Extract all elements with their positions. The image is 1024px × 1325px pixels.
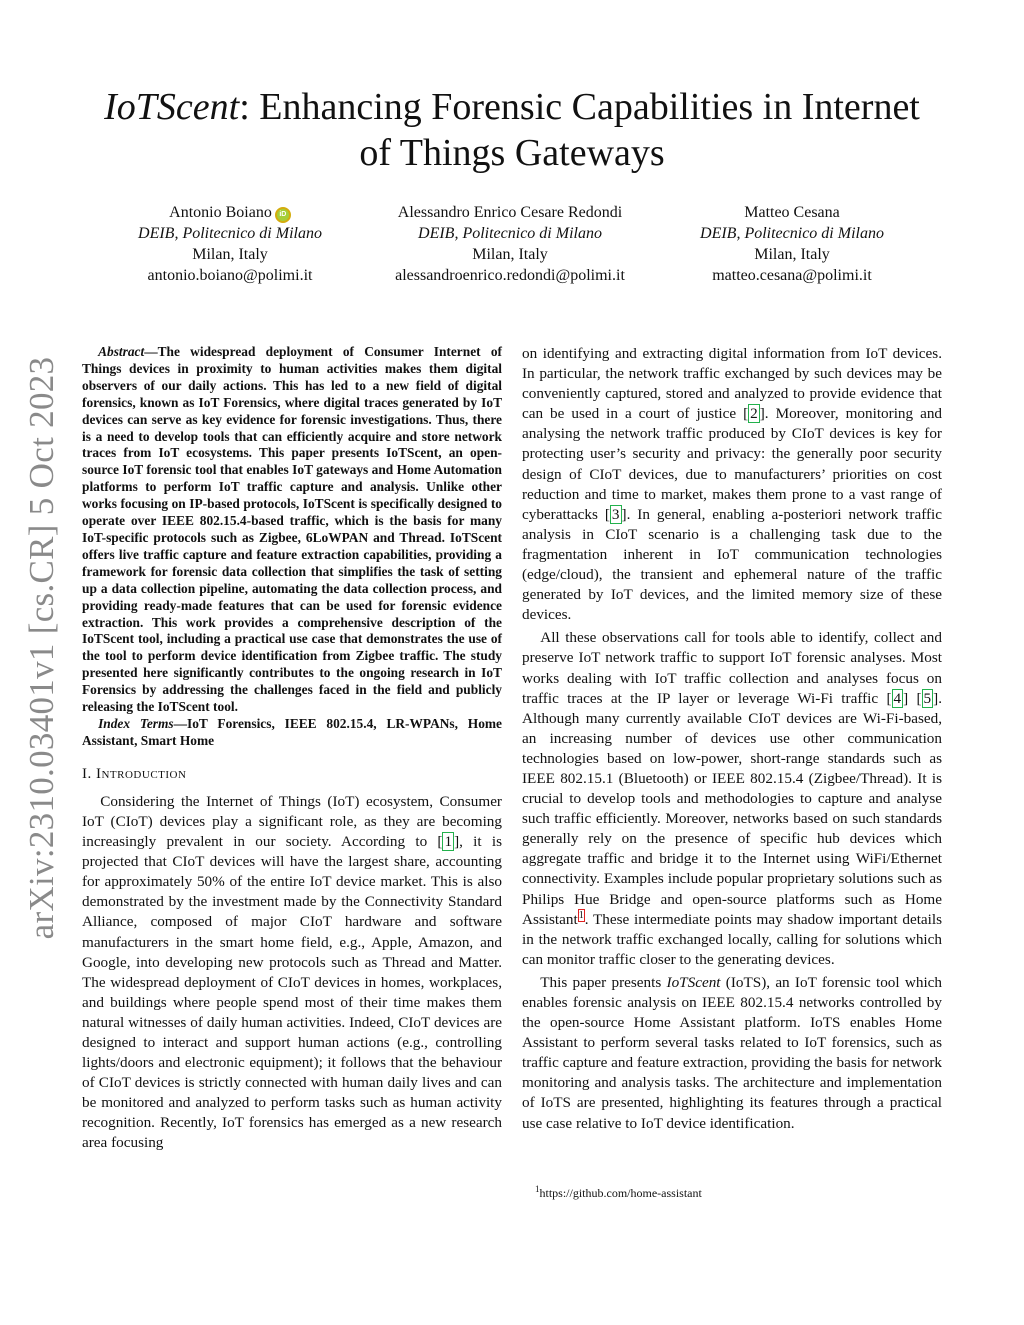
arxiv-identifier-text: arXiv:2310.03401v1 [cs.CR] 5 Oct 2023 — [22, 356, 61, 940]
body-paragraph: All these observations call for tools able to identify, collect and preserve IoT network traffic to support IoT forensic analyses. Most works dealing with IoT traffic collection and analyses focus on traffic traces at the IP layer or leverage Wi-Fi traffic [ 4 ] [ 5 ]. Although many currently available CIoT devices are Wi-Fi-based, an increasing number of devices use other communication technologies based on low-power, short-range standards such as IEEE 802.15.1 (Bluetooth) or IEEE 802.15.4 (Zigbee/Thread). It is crucial to develop tools and methodologies to capture and analyse such traffic efficiently. Moreover, networks based on such standards generally rely on the presence of specific hub devices which aggregate traffic and bridge it to the Internet using WiFi/Ethernet connectivity. Examples include popular proprietary solutions such as Philips Hue Bridge and open-source platforms such as Home Assistant$^1$. These intermediate points may shadow important details in the network traffic exchanged locally, calling for solutions which can monitor traffic closer to the generating devices. — [522, 629, 942, 968]
abstract — [82, 344, 502, 716]
index-terms-lead: Index Terms — [98, 715, 174, 731]
footnote-mark: 1 — [535, 1184, 540, 1194]
right-column — [522, 344, 942, 1134]
title-tool-name: IoTScent — [104, 86, 240, 128]
orcid-icon[interactable]: iD — [275, 207, 291, 223]
citation-link[interactable]: 5 — [923, 689, 932, 707]
intro-paragraph: Considering the Internet of Things (IoT) ecosystem, Consumer IoT (CIoT) devices play a significant role, as they are becoming increasingly prevalent in our society. According to [ 1 ], it is projected that CIoT devices will have the largest share, accounting for approximately 50% of the entire IoT device market. This is also demonstrated by the investment made by the Connectivity Standard Alliance, composed of major CIoT hardware and software manufacturers in the smart home field, e.g., Apple, Amazon, and Google, into developing new protocols such as Thread and Matter. The widespread deployment of CIoT devices in homes, workplaces, and buildings where people spend most of their time makes them natural witnesses of daily human activities. Indeed, CIoT devices are designed to interact and support human actions (e.g., controlling lights/doors and electronic equipment); it follows that the behaviour of CIoT devices is strictly connected with human daily lives and can be monitored and analyzed to perform tasks such as human activity recognition. Recently, IoT forensics has emerged as a new research area focusing — [82, 792, 502, 1152]
footnote-url[interactable]: https://github.com/home-assistant — [539, 1186, 702, 1200]
citation-link[interactable]: 4 — [893, 689, 902, 707]
author-email: alessandroenrico.redondi@polimi.it — [395, 267, 625, 284]
paper-title — [100, 84, 924, 176]
author-name: Matteo Cesana — [744, 204, 840, 221]
abstract-lead: Abstract — [98, 344, 145, 359]
author-department: DEIB, Politecnico di Milano — [138, 225, 322, 242]
citation-link[interactable]: 1 — [444, 833, 453, 851]
author-department: DEIB, Politecnico di Milano — [700, 225, 884, 242]
author-email: antonio.boiano@polimi.it — [147, 267, 313, 284]
tool-name: IoTScent — [666, 973, 721, 991]
author-block-1 — [110, 202, 350, 286]
author-block-2 — [362, 202, 658, 286]
author-name: Alessandro Enrico Cesare Redondi — [397, 204, 623, 221]
abstract-text: —The widespread deployment of Consumer Internet of Things devices in proximity to human activities makes them digital observers of our daily actions. This has led to a new field of digital forensics, known as IoT Forensics, where digital traces generated by IoT devices can serve as key evidence for forensic investigations. Thus, there is a need to develop tools that can efficiently acquire and store network traces from IoT ecosystems. This paper presents IoTScent, an open-source IoT forensic tool that enables IoT gateways and Home Automation platforms to perform IoT traffic capture and analysis. Unlike other works focusing on IP-based protocols, IoTScent is specifically designed to operate over IEEE 802.15.4-based traffic, which is the basis for many IoT-specific protocols such as Zigbee, 6LoWPAN and Thread. IoTScent offers live traffic capture and feature extraction capabilities, providing a framework for forensic data collection that simplifies the task of setting up a data collection pipeline, automating the data collection process, and providing ready-made features that can be used for forensic evidence extraction. This work provides a comprehensive description of the IoTScent tool, including a practical use case that demonstrates the use of the tool to perform device identification from Zigbee traffic. The study presented here significantly contributes to the ongoing research in IoT Forensics by addressing the challenges faced in the field and publicly releasing the IoTScent tool. — [82, 344, 502, 715]
left-column — [82, 344, 502, 1154]
index-terms — [82, 716, 502, 750]
author-city: Milan, Italy — [472, 246, 548, 263]
footnote-reference-link[interactable]: 1 — [578, 909, 584, 921]
footnote — [535, 1184, 702, 1201]
author-city: Milan, Italy — [192, 246, 268, 263]
index-terms-text: —IoT Forensics, IEEE 802.15.4, LR-WPANs, Home Assistant, Smart Home — [82, 715, 502, 748]
body-paragraph: on identifying and extracting digital information from IoT devices. In particular, the network traffic exchanged by such devices may be conveniently captured, stored and analyzed to provide evidence that can be used in a court of justice [ 2 ]. Moreover, monitoring and analysing the network traffic produced by CIoT devices is key for protecting user’s security and privacy: the generally poor security design of CIoT devices, due to manufacturers’ priorities on cost reduction and time to market, makes them prone to a vast range of cyberattacks [ 3 ]. In general, enabling a-posteriori network traffic analysis in CIoT scenario is a challenging task due to the fragmentation inherent in IoT communication technologies (edge/cloud), the transient and ephemeral nature of the traffic generated by IoT devices, and the limited memory size of these devices. — [522, 345, 943, 624]
author-department: DEIB, Politecnico di Milano — [418, 225, 602, 242]
author-name: Antonio Boiano — [169, 204, 272, 221]
body-paragraph: This paper presents IoTScent (IoTS), an IoT forensic tool which enables forensic analysis on IEEE 802.15.4 networks controlled by the open-source Home Assistant platform. IoTS enables Home Assistant to perform several tasks related to IoT forensics, such as traffic capture and feature extraction, providing the basis for network monitoring and analysis tasks. The architecture and implementation of IoTS are presented, highlighting its features through a practical use case relative to IoT device identification. — [522, 973, 943, 1132]
author-block-3 — [672, 202, 912, 286]
author-city: Milan, Italy — [754, 246, 830, 263]
citation-link[interactable]: 2 — [750, 405, 758, 423]
section-heading: I. Introduction — [82, 765, 187, 782]
title-rest: : Enhancing Forensic Capabilities in Internet of Things Gateways — [239, 86, 920, 174]
citation-link[interactable]: 3 — [611, 505, 620, 523]
author-email: matteo.cesana@polimi.it — [712, 267, 872, 284]
